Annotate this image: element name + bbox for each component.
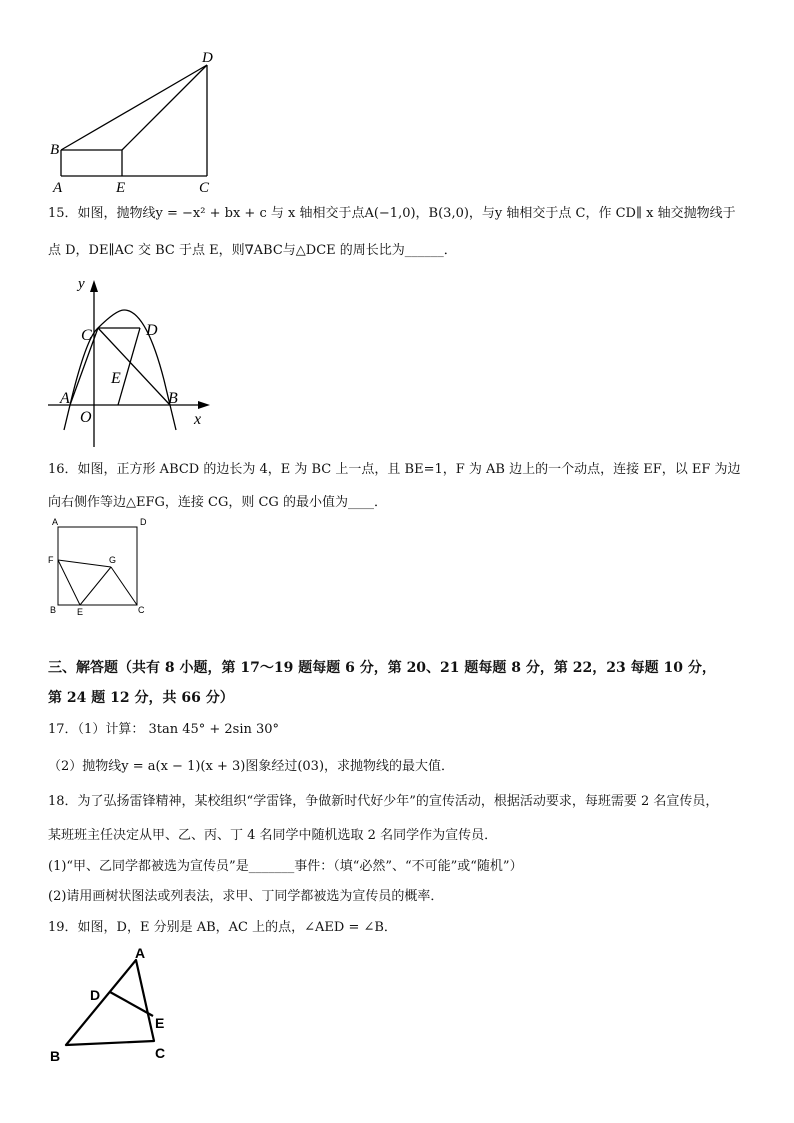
q17-part1: 17．（1）计算： 3tan 45° + 2sin 30° <box>48 722 280 737</box>
label-O: O <box>80 409 92 426</box>
q15-line1: 15．如图，抛物线y = −x² + bx + c 与 x 轴相交于点A(−1,0)，B(3,0)，与y 轴相交于点 C，作 CD∥ x 轴交抛物线于 <box>48 206 736 221</box>
label-A: A <box>53 180 63 194</box>
label-D: D <box>146 322 158 339</box>
label-A: A <box>52 517 59 527</box>
section3-heading-line1: 三、解答题（共有 8 小题，第 17～19 题每题 6 分，第 20、21 题每题 8 分，第 22，23 每题 10 分， <box>48 660 716 676</box>
label-A: A <box>135 945 146 961</box>
label-E: E <box>116 180 126 194</box>
label-B: B <box>168 390 178 407</box>
q15-line2: 点 D，DE∥AC 交 BC 于点 E，则∇ABC与△DCE 的周长比为______． <box>48 243 457 258</box>
label-E: E <box>155 1015 165 1031</box>
label-A: A <box>60 390 70 407</box>
q18-line2: 某班班主任决定从甲、乙、丙、丁 4 名同学中随机选取 2 名同学作为宣传员． <box>48 828 498 843</box>
label-C: C <box>199 180 210 194</box>
label-E: E <box>77 607 84 617</box>
figure-q16 <box>44 514 159 620</box>
label-C: C <box>81 327 92 344</box>
q16-line2: 向右侧作等边△EFG，连接 CG，则 CG 的最小值为____． <box>48 495 387 510</box>
q19-line1: 19．如图，D，E 分别是 AB，AC 上的点，∠AED = ∠B． <box>48 920 397 935</box>
figure-q14 <box>40 42 230 194</box>
label-D: D <box>202 50 213 66</box>
section3-heading-line2: 第 24 题 12 分，共 66 分） <box>48 690 234 706</box>
label-D: D <box>90 987 101 1003</box>
label-E: E <box>111 370 121 387</box>
q16-line1: 16．如图，正方形 ABCD 的边长为 4，E 为 BC 上一点，且 BE=1，F 为 AB 边上的一个动点，连接 EF，以 EF 为边 <box>48 462 741 477</box>
label-B: B <box>50 1048 61 1064</box>
figure-q19 <box>44 944 179 1066</box>
q18-line1: 18．为了弘扬雷锋精神，某校组织“学雷锋，争做新时代好少年”的宣传活动，根据活动要求，每班需要 2 名宣传员， <box>48 794 719 809</box>
label-x: x <box>194 411 202 428</box>
q18-sub2: (2)请用画树状图法或列表法，求甲、丁同学都被选为宣传员的概率． <box>48 889 444 904</box>
label-F: F <box>48 555 54 565</box>
label-D: D <box>140 517 147 527</box>
label-C: C <box>155 1045 166 1061</box>
figure-q15 <box>44 272 219 450</box>
label-C: C <box>138 605 145 615</box>
label-B: B <box>50 605 57 615</box>
q17-part2: （2）抛物线y = a(x − 1)(x + 3)图象经过(03)，求抛物线的最大值． <box>48 759 455 774</box>
label-B: B <box>50 142 60 158</box>
label-G: G <box>109 555 117 565</box>
q18-sub1: (1)“甲、乙同学都被选为宣传员”是_______事件：（填“必然”、“不可能”或“随机”） <box>48 859 523 874</box>
label-y: y <box>78 276 85 292</box>
